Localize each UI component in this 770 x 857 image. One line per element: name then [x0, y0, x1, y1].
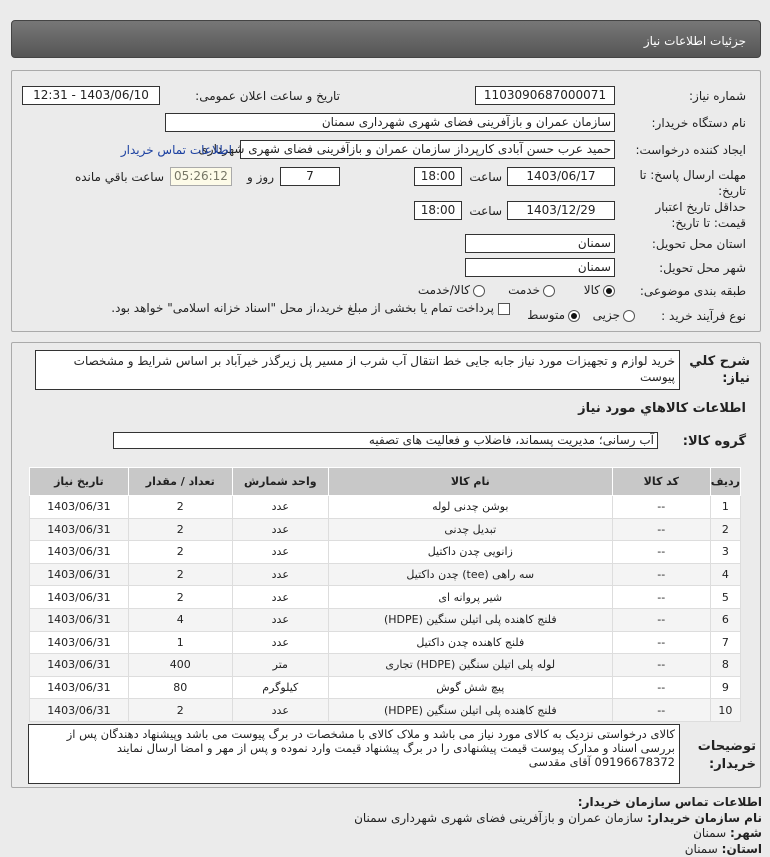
row-number-cell: 3 [710, 541, 740, 564]
need-date-cell: 1403/06/31 [30, 631, 129, 654]
process-label: نوع فرآیند خرید : [661, 309, 746, 323]
quantity-cell: 400 [128, 654, 232, 677]
quantity-cell: 2 [128, 518, 232, 541]
quantity-cell: 2 [128, 541, 232, 564]
table-row [30, 586, 741, 609]
need-details-panel [11, 70, 761, 332]
need-date-cell: 1403/06/31 [30, 586, 129, 609]
unit-cell: عدد [232, 496, 328, 519]
need-date-cell: 1403/06/31 [30, 518, 129, 541]
goods-group-field[interactable]: آب رسانی؛ مدیریت پسماند، فاضلاب و فعالیت های تصفیه [113, 432, 658, 449]
col-qty: تعداد / مقدار [128, 468, 232, 496]
table-header-row [30, 468, 741, 496]
col-unit: واحد شمارش [232, 468, 328, 496]
radio-icon [603, 285, 615, 297]
unit-cell: متر [232, 654, 328, 677]
radio-icon [623, 310, 635, 322]
remaining-time: 05:26:12 [170, 167, 232, 186]
unit-cell: عدد [232, 608, 328, 631]
item-code-cell: -- [612, 654, 710, 677]
item-name-cell: پیچ شش گوش [328, 676, 612, 699]
item-name-cell: فلنج کاهنده پلی اتیلن سنگین (HDPE) [328, 608, 612, 631]
contact-province: سمنان [684, 841, 718, 856]
category-label: طبقه بندی موضوعی: [639, 284, 746, 298]
contact-org-label: نام سازمان خریدار: [647, 810, 762, 825]
creator-label: ایجاد کننده درخواست: [635, 143, 746, 157]
quantity-cell: 2 [128, 586, 232, 609]
category-service-radio[interactable] [508, 283, 555, 297]
notes-label: توضیحات خریدار: [697, 739, 756, 772]
quantity-cell: 1 [128, 631, 232, 654]
item-code-cell: -- [612, 496, 710, 519]
table-row [30, 608, 741, 631]
unit-cell: کیلوگرم [232, 676, 328, 699]
announce-field[interactable]: 1403/06/10 - 12:31 [22, 86, 160, 105]
radio-label: خدمت [508, 283, 540, 297]
summary-text: خرید لوازم و تجهیزات مورد نیاز جابه جایی خط انتقال آب شرب از مسیر پل زیرگذر خیرآباد بر اساس شرایط و مشخصات پیوست [35, 350, 680, 390]
row-number-cell: 9 [710, 676, 740, 699]
days-field: 7 [280, 167, 340, 186]
quantity-cell: 80 [128, 676, 232, 699]
contact-province-label: استان: [721, 841, 762, 856]
deadline-date-field[interactable]: 1403/06/17 [507, 167, 615, 186]
buyer-contact-link[interactable]: اطلاعات تماس خریدار [120, 143, 232, 157]
radio-icon [543, 285, 555, 297]
quantity-cell: 2 [128, 496, 232, 519]
category-both-radio[interactable] [418, 283, 485, 297]
need-date-cell: 1403/06/31 [30, 541, 129, 564]
quantity-cell: 2 [128, 563, 232, 586]
item-name-cell: زانویی چدن داکتیل [328, 541, 612, 564]
goods-group-label: گروه کالا: [682, 434, 746, 449]
item-code-cell: -- [612, 676, 710, 699]
row-number-cell: 6 [710, 608, 740, 631]
province-label: استان محل تحویل: [651, 237, 746, 251]
checkbox-icon [498, 303, 510, 315]
item-name-cell: فلنج کاهنده چدن داکتیل [328, 631, 612, 654]
treasury-payment-checkbox[interactable] [15, 301, 510, 315]
radio-icon [568, 310, 580, 322]
item-code-cell: -- [612, 586, 710, 609]
radio-label: متوسط [527, 308, 565, 322]
col-row: ردیف [710, 468, 740, 496]
validity-time-label: ساعت [469, 204, 502, 218]
col-name: نام کالا [328, 468, 612, 496]
table-row [30, 541, 741, 564]
validity-time-field[interactable]: 18:00 [414, 201, 462, 220]
quantity-cell: 2 [128, 699, 232, 722]
unit-cell: عدد [232, 541, 328, 564]
radio-label: جزیی [592, 308, 620, 322]
need-date-cell: 1403/06/31 [30, 608, 129, 631]
checkbox-label: پرداخت تمام یا بخشی از مبلغ خرید،از محل "اسناد خزانه اسلامی" خواهد بود. [111, 301, 494, 315]
deadline-time-label: ساعت [469, 170, 502, 184]
summary-label: شرح کلي نياز: [689, 354, 750, 386]
validity-label: حداقل تاریخ اعتبار قیمت: تا تاریخ: [655, 200, 746, 230]
row-number-cell: 5 [710, 586, 740, 609]
item-name-cell: لوله پلی اتیلن سنگین (HDPE) تجاری [328, 654, 612, 677]
quantity-cell: 4 [128, 608, 232, 631]
row-number-cell: 4 [710, 563, 740, 586]
buyer-contact-section [354, 795, 762, 857]
item-code-cell: -- [612, 563, 710, 586]
unit-cell: عدد [232, 586, 328, 609]
contact-title: اطلاعات تماس سازمان خریدار: [577, 795, 762, 809]
city-field[interactable]: سمنان [465, 258, 615, 277]
contact-city: سمنان [693, 826, 727, 840]
item-code-cell: -- [612, 518, 710, 541]
buyer-org-label: نام دستگاه خریدار: [651, 116, 746, 130]
announce-label: تاریخ و ساعت اعلان عمومی: [195, 89, 340, 103]
goods-table [29, 467, 741, 722]
table-row [30, 654, 741, 677]
unit-cell: عدد [232, 563, 328, 586]
table-row [30, 518, 741, 541]
table-row [30, 676, 741, 699]
item-code-cell: -- [612, 699, 710, 722]
goods-section-title: اطلاعات کالاهاي مورد نياز [578, 401, 746, 416]
city-label: شهر محل تحویل: [659, 261, 746, 275]
province-field[interactable]: سمنان [465, 234, 615, 253]
need-date-cell: 1403/06/31 [30, 563, 129, 586]
row-number-cell: 7 [710, 631, 740, 654]
item-code-cell: -- [612, 631, 710, 654]
col-code: کد کالا [612, 468, 710, 496]
days-label: روز و [247, 170, 274, 184]
process-medium-radio[interactable] [527, 308, 580, 322]
validity-date-field[interactable]: 1403/12/29 [507, 201, 615, 220]
category-goods-radio[interactable] [584, 283, 615, 297]
need-date-cell: 1403/06/31 [30, 676, 129, 699]
item-code-cell: -- [612, 608, 710, 631]
table-row [30, 496, 741, 519]
table-row [30, 631, 741, 654]
unit-cell: عدد [232, 631, 328, 654]
need-date-cell: 1403/06/31 [30, 654, 129, 677]
table-row [30, 563, 741, 586]
row-number-cell: 10 [710, 699, 740, 722]
deadline-time-field[interactable]: 18:00 [414, 167, 462, 186]
item-name-cell: سه راهی (tee) چدن داکتیل [328, 563, 612, 586]
item-name-cell: تبدیل چدنی [328, 518, 612, 541]
radio-label: کالا [583, 283, 600, 297]
need-date-cell: 1403/06/31 [30, 699, 129, 722]
process-small-radio[interactable] [593, 308, 635, 322]
item-name-cell: بوشن چدنی لوله [328, 496, 612, 519]
unit-cell: عدد [232, 518, 328, 541]
unit-cell: عدد [232, 699, 328, 722]
table-row [30, 699, 741, 722]
contact-city-label: شهر: [730, 826, 762, 840]
row-number-cell: 1 [710, 496, 740, 519]
radio-icon [473, 285, 485, 297]
radio-label: کالا/خدمت [417, 283, 470, 297]
page-header [11, 20, 761, 58]
buyer-org-field[interactable]: سازمان عمران و بازآفرینی فضای شهری شهرداری سمنان [165, 113, 615, 132]
notes-text: کالای درخواستی نزدیک به کالای مورد نیاز می باشد و ملاک کالای با مشخصات در برگ پیوست می باشد وپیشنهاد دهندگان پس از بررسی اسناد و مدارک پیوست قیمت پیشنهادی را در برگ پیشنهاد قیمت وارد نموده و پس از مهر و امضا ارسال نمایند 09196678372 آقای مقدسی [28, 724, 680, 784]
page-title: جزئیات اطلاعات نیاز [643, 34, 746, 48]
creator-field[interactable]: حمید عرب حسن آبادی کارپرداز سازمان عمران و بازآفرینی فضای شهری شهرداری [240, 140, 615, 159]
item-code-cell: -- [612, 541, 710, 564]
row-number-cell: 2 [710, 518, 740, 541]
deadline-label: مهلت ارسال پاسخ: تا تاریخ: [639, 168, 746, 198]
item-name-cell: فلنج کاهنده پلی اتیلن سنگین (HDPE) [328, 699, 612, 722]
remaining-label: ساعت باقي مانده [74, 170, 164, 184]
need-number-label: شماره نیاز: [689, 89, 746, 103]
item-name-cell: شیر پروانه ای [328, 586, 612, 609]
row-number-cell: 8 [710, 654, 740, 677]
need-date-cell: 1403/06/31 [30, 496, 129, 519]
need-number-field[interactable]: 1103090687000071 [475, 86, 615, 105]
contact-org: سازمان عمران و بازآفرینی فضای شهری شهرداری سمنان [354, 810, 644, 825]
col-date: تاریخ نیاز [30, 468, 129, 496]
